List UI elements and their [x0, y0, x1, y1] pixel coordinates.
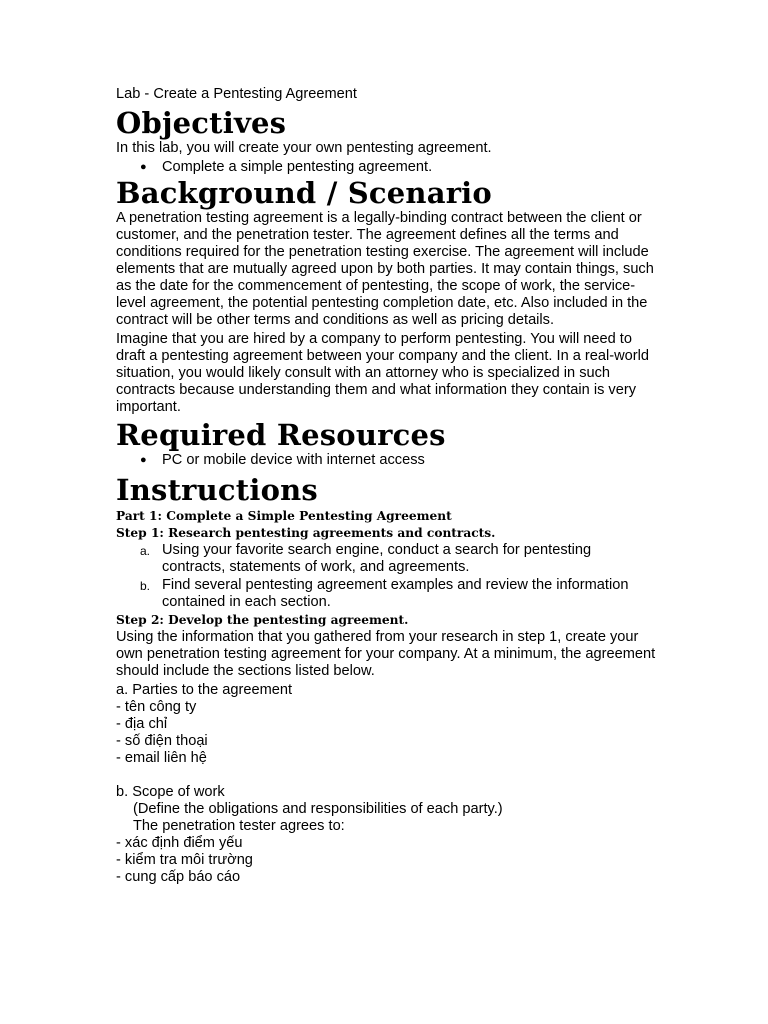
bullet-icon: ●: [140, 454, 147, 466]
step1-list: [116, 542, 656, 611]
part1-heading: Part 1: Complete a Simple Pentesting Agreement: [116, 509, 452, 523]
objectives-heading: Objectives: [116, 106, 287, 140]
section-a-title: a. Parties to the agreement: [116, 682, 293, 698]
bullet-icon: ●: [140, 161, 147, 173]
list-item: ● PC or mobile device with internet access: [140, 452, 425, 468]
list-item: a. Using your favorite search engine, conduct a search for pentesting contracts, statements of work, and agreements.: [140, 542, 592, 575]
instructions-heading: Instructions: [116, 473, 318, 507]
section-b-title: b. Scope of work: [116, 784, 225, 800]
list-item: - cung cấp báo cáo: [116, 869, 241, 885]
step2-paragraph: Using the information that you gathered from your research in step 1, create your own penetration testing agreement for your company. At a minimum, the agreement should include the sections listed below.: [116, 629, 656, 679]
document-title: Lab - Create a Pentesting Agreement: [116, 86, 357, 102]
background-heading: Background / Scenario: [116, 176, 492, 210]
list-item: b. Find several pentesting agreement examples and review the information contained in each section.: [140, 577, 629, 610]
step2-heading: Step 2: Develop the pentesting agreement.: [116, 613, 409, 627]
list-item: - tên công ty: [116, 699, 197, 715]
list-item: - kiểm tra môi trường: [116, 852, 253, 868]
resources-list: [116, 452, 656, 469]
step1-heading: Step 1: Research pentesting agreements and contracts.: [116, 526, 496, 540]
objectives-intro: In this lab, you will create your own pentesting agreement.: [116, 140, 492, 156]
section-b-lead: The penetration tester agrees to:: [133, 818, 345, 834]
list-item: - số điện thoại: [116, 733, 208, 749]
list-item: - xác định điểm yếu: [116, 835, 243, 851]
objectives-list: [116, 159, 656, 176]
document-page: [116, 86, 656, 886]
section-b-note: (Define the obligations and responsibilities of each party.): [133, 801, 503, 817]
resources-heading: Required Resources: [116, 418, 446, 452]
list-item: ● Complete a simple pentesting agreement.: [140, 159, 433, 175]
background-paragraph-1: A penetration testing agreement is a legally-binding contract between the client or customer, and the penetration tester. The agreement defines all the terms and conditions required for the penetration testing exercise. The agreement will include elements that are mutually agreed upon by both parties. It may contain things, such as the date for the commencement of pentesting, the scope of work, the service-level agreement, the potential pentesting completion date, etc. Also included in the contract will be other terms and conditions as well as pricing details.: [116, 210, 654, 328]
spacer: [116, 767, 656, 784]
list-item: - địa chỉ: [116, 716, 168, 732]
background-paragraph-2: Imagine that you are hired by a company to perform pentesting. You will need to draft a pentesting agreement between your company and the client. In a real-world situation, you would likely consult with an attorney who is specialized in such contracts because understanding them and what information they contain is very important.: [116, 331, 649, 415]
list-item: - email liên hệ: [116, 750, 207, 766]
